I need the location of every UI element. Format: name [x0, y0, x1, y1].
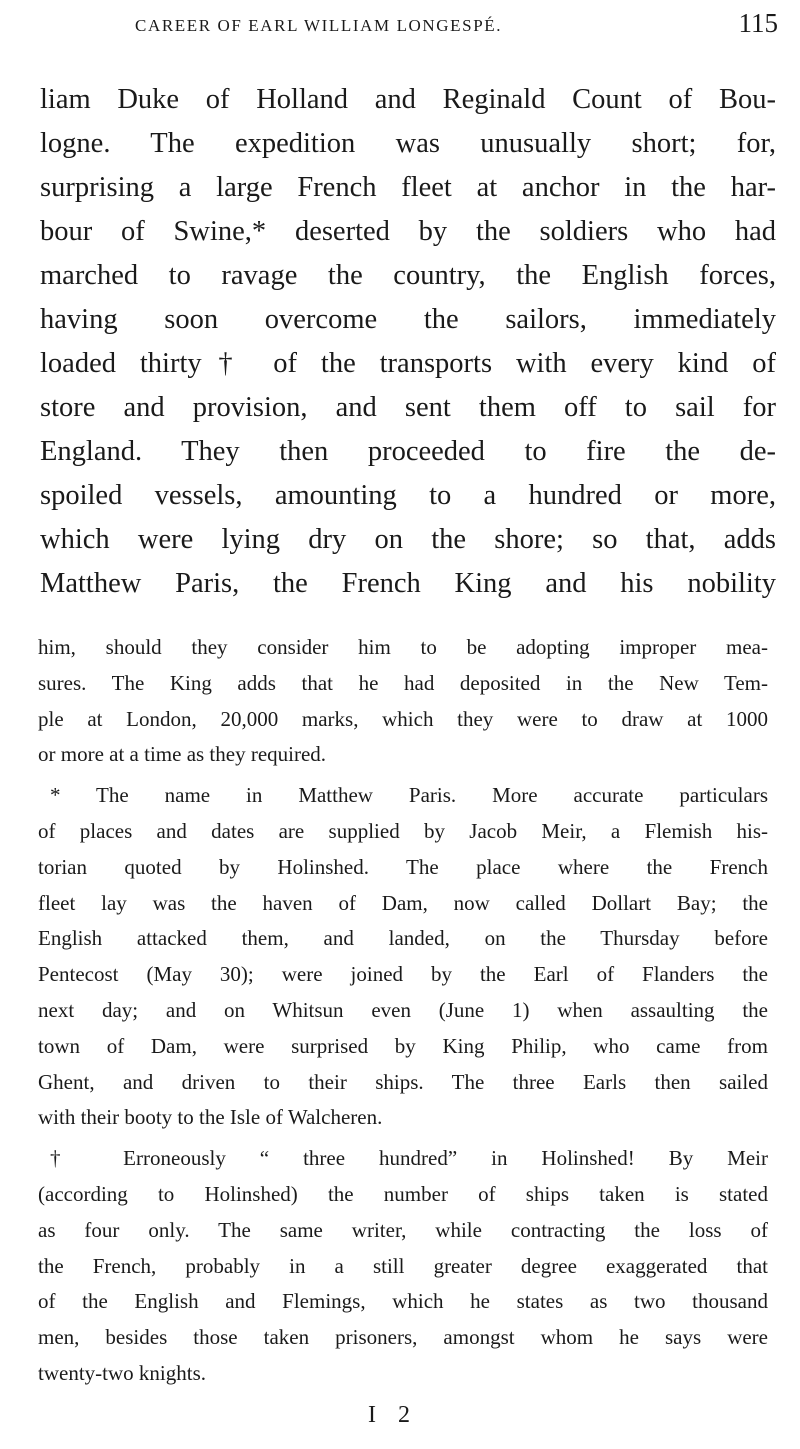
- running-title: CAREER OF EARL WILLIAM LONGESPÉ.: [135, 16, 503, 35]
- text-line: * The name in Matthew Paris. More accurate particulars: [50, 783, 768, 808]
- text-line: of the English and Flemings, which he states as two thousand: [38, 1289, 768, 1314]
- footnote: [38, 630, 768, 773]
- text-line: Matthew Paris, the French King and his nobility: [40, 568, 776, 599]
- text-line: him, should they consider him to be adopting improper mea-: [38, 635, 768, 659]
- text-line: bour of Swine,* deserted by the soldiers who had: [40, 216, 776, 247]
- text-line: liam Duke of Holland and Reginald Count of Bou-: [40, 84, 776, 115]
- text-line: ple at London, 20,000 marks, which they were to draw at 1000: [38, 706, 768, 731]
- footnotes: [38, 630, 768, 1392]
- text-line: (according to Holinshed) the number of ships taken is stated: [38, 1181, 768, 1206]
- text-line: spoiled vessels, amounting to a hundred or more,: [40, 480, 776, 511]
- text-line: England. They then proceeded to fire the de-: [40, 436, 776, 467]
- footnote: [38, 1141, 768, 1392]
- text-line: Pentecost (May 30); were joined by the Earl of Flanders the: [38, 962, 768, 987]
- text-line: men, besides those taken prisoners, amongst whom he says were: [38, 1325, 768, 1350]
- text-line: as four only. The same writer, while contracting the loss of: [38, 1217, 768, 1242]
- text-line: marched to ravage the country, the English forces,: [40, 260, 776, 291]
- text-line: logne. The expedition was unusually short; for,: [40, 128, 776, 159]
- text-line: next day; and on Whitsun even (June 1) when assaulting the: [38, 997, 768, 1022]
- text-line: store and provision, and sent them off to sail for: [40, 392, 776, 423]
- text-line: surprising a large French fleet at anchor in the har-: [40, 172, 776, 203]
- text-line: twenty-two knights.: [38, 1360, 206, 1385]
- text-line: † Erroneously “ three hundred” in Holinshed! By Meir: [50, 1146, 768, 1171]
- text-line: fleet lay was the haven of Dam, now called Dollart Bay; the: [38, 890, 768, 915]
- text-line: sures. The King adds that he had deposited in the New Tem-: [38, 670, 768, 695]
- text-line: having soon overcome the sailors, immediately: [40, 304, 776, 335]
- signature-mark: I 2: [368, 1402, 418, 1428]
- text-line: loaded thirty† of the transports with every kind of: [40, 348, 776, 379]
- body-text: [40, 78, 776, 606]
- text-line: with their booty to the Isle of Walcheren.: [38, 1105, 383, 1130]
- running-header: [135, 6, 778, 42]
- page-number: 115: [738, 8, 778, 38]
- text-line: of places and dates are supplied by Jacob Meir, a Flemish his-: [38, 818, 768, 843]
- text-line: which were lying dry on the shore; so that, adds: [40, 524, 776, 555]
- text-line: the French, probably in a still greater degree exaggerated that: [38, 1253, 768, 1278]
- text-line: torian quoted by Holinshed. The place where the French: [38, 854, 768, 879]
- text-line: English attacked them, and landed, on the Thursday before: [38, 926, 768, 951]
- text-line: or more at a time as they required.: [38, 742, 327, 767]
- footnote: [38, 778, 768, 1136]
- text-line: town of Dam, were surprised by King Philip, who came from: [38, 1033, 768, 1058]
- text-line: Ghent, and driven to their ships. The three Earls then sailed: [38, 1069, 768, 1094]
